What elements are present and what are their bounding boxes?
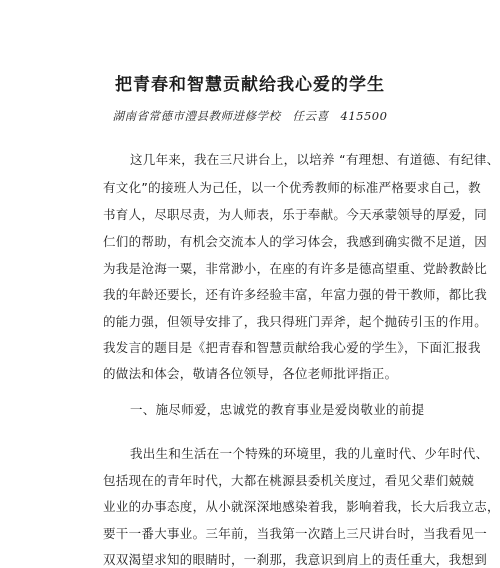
paragraph-2-line: 业业的办事态度，从小就深深地感染着我，影响着我，长大后我立志， [103, 499, 500, 514]
paragraph-2-line: 我出生和生活在一个特殊的环境里，我的儿童时代、少年时代、 [130, 446, 489, 461]
paragraph-1-line: 的能力强，但领导安排了，我只得班门弄斧，起个抛砖引玉的作用。 [103, 314, 488, 329]
author-line: 湖南省常德市澧县教师进修学校 任云喜 415500 [112, 109, 388, 123]
paragraph-1-line: 我发言的题目是《把青春和智慧贡献给我心爱的学生》，下面汇报我 [103, 340, 481, 355]
paragraph-1-line: 这几年来，我在三尺讲台上，以培养 “有理想、有道德、有纪律、 [130, 152, 500, 167]
paragraph-2-line: 要干一番大事业。三年前，当我第一次踏上三尺讲台时，当我看见一 [103, 526, 488, 541]
paragraph-1-line: 仁们的帮助，有机会交流本人的学习体会，我感到确实微不足道，因 [103, 234, 488, 249]
paragraph-1-line: 我的年龄还要长，还有许多经验丰富，年富力强的骨干教师，都比我 [103, 287, 488, 302]
paragraph-1-line: 的做法和体会，敬请各位领导，各位老师批评指正。 [103, 366, 398, 381]
paragraph-1-line: 书育人，尽职尽责，为人师表，乐于奉献。今天承蒙领导的厚爱，同 [103, 207, 488, 222]
paragraph-1-line: 为我是沧海一粟，非常渺小，在座的有许多是德高望重、党龄教龄比 [103, 261, 488, 276]
paragraph-2-line: 包括现在的青年时代，大都在桃源县委机关度过，看见父辈们兢兢 [103, 473, 475, 488]
document-title: 把青春和智慧贡献给我心爱的学生 [115, 75, 385, 95]
paragraph-1-line: 有文化”的接班人为己任，以一个优秀教师的标准严格要求自己，教 [103, 180, 481, 195]
paragraph-2-line: 双双渴望求知的眼睛时，一刹那，我意识到肩上的责任重大，我想到 [103, 552, 488, 567]
section-heading: 一、施尽师爱，忠诚党的教育事业是爱岗敬业的前提 [130, 402, 425, 417]
